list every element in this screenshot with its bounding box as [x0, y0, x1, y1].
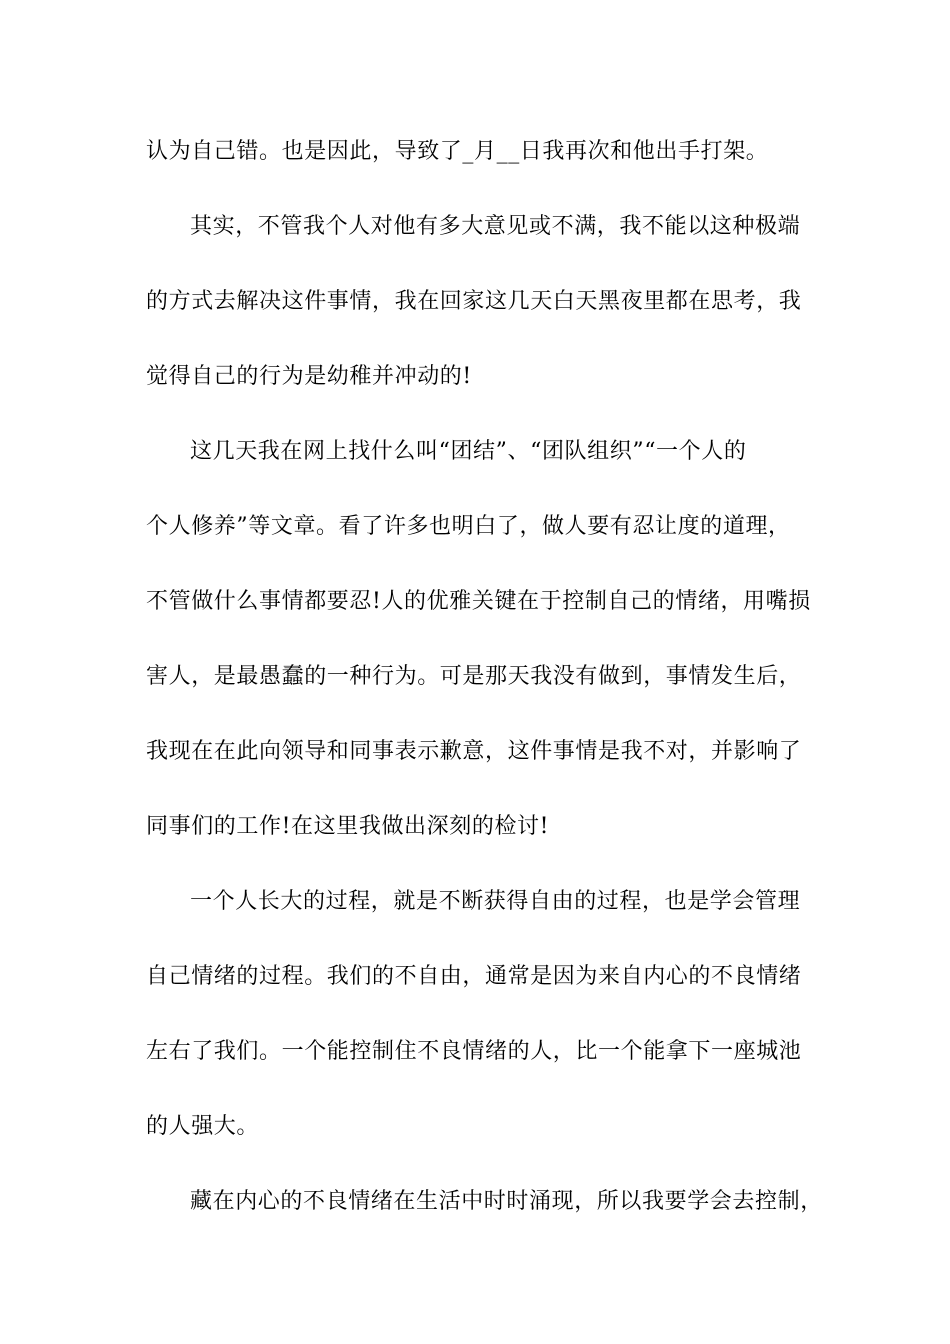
paragraph-first-line: 藏在内心的不良情绪在生活中时时涌现，所以我要学会去控制， [190, 1189, 823, 1214]
text-line: 不管做什么事情都要忍!人的优雅关键在于控制自己的情绪，用嘴损 [146, 589, 811, 614]
text-line: 左右了我们。一个能控制住不良情绪的人，比一个能拿下一座城池 [146, 1039, 802, 1064]
text-line: 认为自己错。也是因此，导致了_月__日我再次和他出手打架。 [146, 139, 769, 164]
text-line: 个人修养”等文章。看了许多也明白了，做人要有忍让度的道理， [146, 514, 791, 539]
text-line: 的方式去解决这件事情，我在回家这几天白天黑夜里都在思考，我 [146, 289, 802, 314]
text-line: 害人，是最愚蠢的一种行为。可是那天我没有做到，事情发生后， [146, 664, 802, 689]
text-line: 觉得自己的行为是幼稚并冲动的! [146, 364, 472, 389]
paragraph-first-line: 这几天我在网上找什么叫“团结”、“团队组织”“一个人的 [190, 439, 747, 464]
text-line: 我现在在此向领导和同事表示歉意，这件事情是我不对，并影响了 [146, 739, 802, 764]
text-line: 同事们的工作!在这里我做出深刻的检讨! [146, 814, 550, 839]
text-line: 自己情绪的过程。我们的不自由，通常是因为来自内心的不良情绪 [146, 964, 802, 989]
text-line: 的人强大。 [146, 1114, 260, 1139]
paragraph-first-line: 其实，不管我个人对他有多大意见或不满，我不能以这种极端 [190, 214, 801, 239]
paragraph-first-line: 一个人长大的过程，就是不断获得自由的过程，也是学会管理 [190, 889, 801, 914]
